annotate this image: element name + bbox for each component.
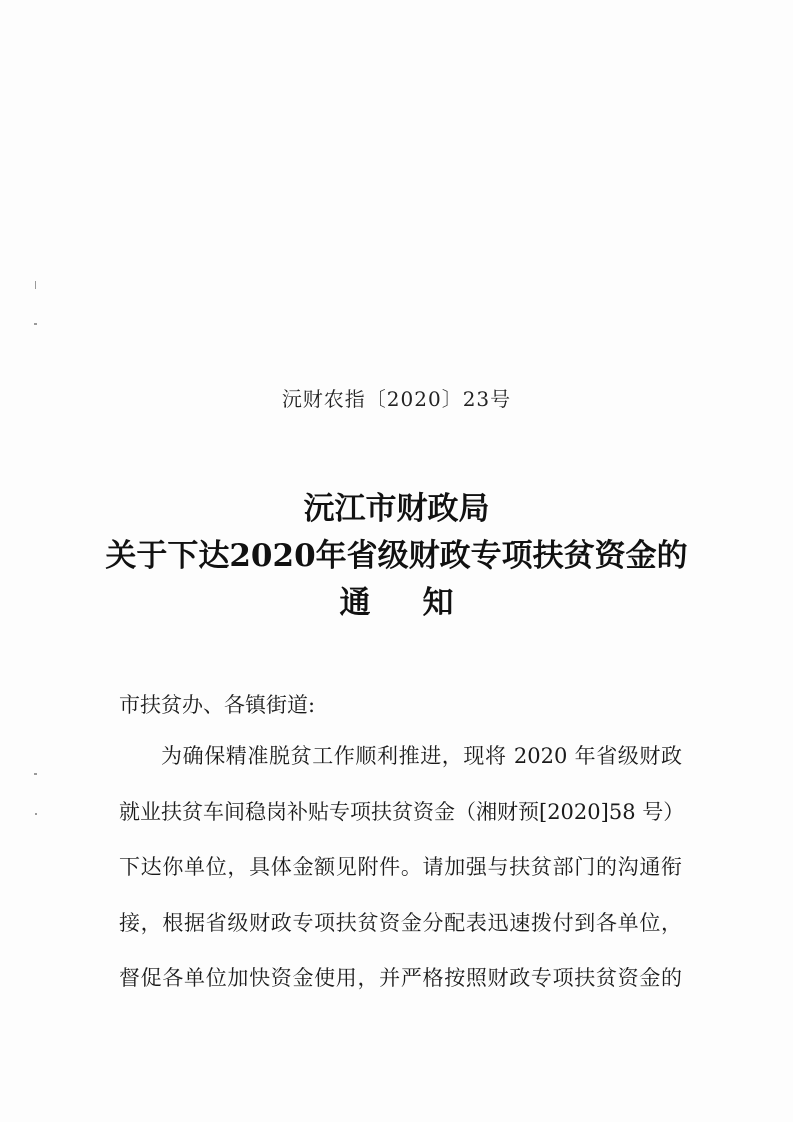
title-notice-line: 通知: [339, 585, 506, 621]
scan-artifact-mark: [35, 281, 36, 289]
title-issuer-line: 沅江市财政局: [303, 491, 490, 527]
scan-artifact-mark: [34, 323, 37, 325]
body-line: 下达你单位，具体金额见附件。请加强与扶贫部门的沟通衔: [119, 855, 682, 879]
document-number: 沅财农指〔2020〕23号: [281, 387, 512, 411]
body-line: 为确保精准脱贫工作顺利推进，现将 2020 年省级财政: [161, 744, 682, 768]
body-line: 接，根据省级财政专项扶贫资金分配表迅速拨付到各单位，: [119, 910, 682, 935]
document-title: [0, 486, 793, 627]
scan-artifact-mark: [35, 813, 37, 815]
title-subject-line: 关于下达2020年省级财政专项扶贫资金的: [105, 538, 688, 574]
body-line: 督促各单位加快资金使用，并严格按照财政专项扶贫资金的: [119, 966, 682, 990]
body-paragraph: [119, 737, 685, 1015]
salutation: 市扶贫办、各镇街道:: [119, 693, 316, 717]
body-line: 就业扶贫车间稳岗补贴专项扶贫资金（湘财预[2020]58 号）: [119, 799, 685, 824]
scan-artifact-mark: [34, 773, 37, 775]
